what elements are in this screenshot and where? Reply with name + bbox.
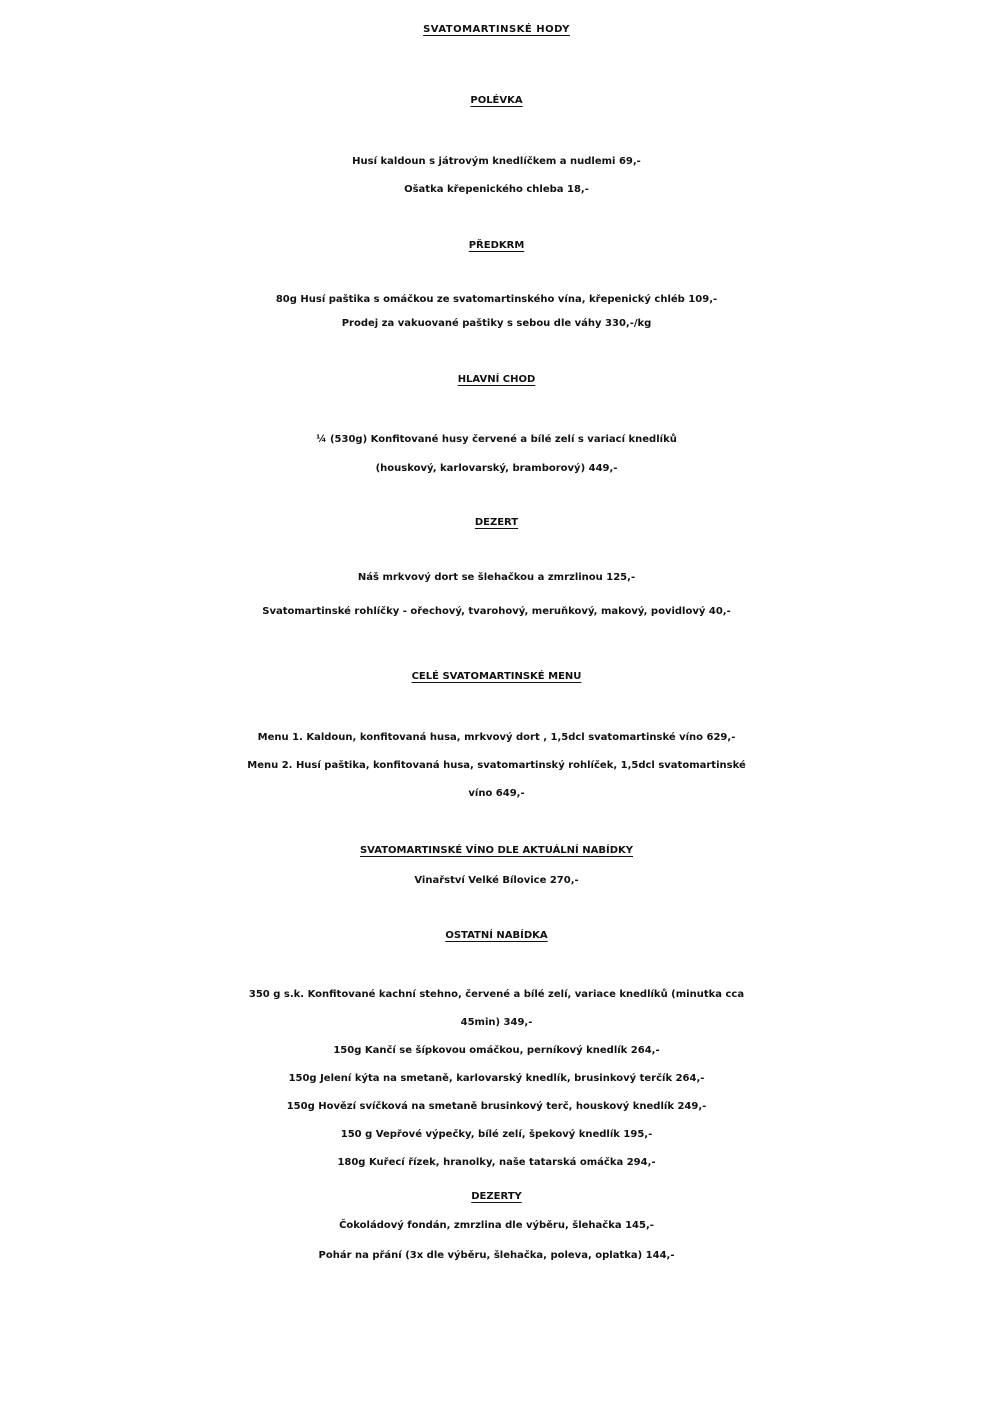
menu-item: 80g Husí paštika s omáčkou ze svatomartinského vína, křepenický chléb 109,- bbox=[275, 294, 718, 305]
menu-item: Svatomartinské rohlíčky - ořechový, tvarohový, meruňkový, makový, povidlový 40,- bbox=[262, 606, 731, 617]
menu-item: 150g Hovězí svíčková na smetaně brusinkový terč, houskový knedlík 249,- bbox=[286, 1101, 707, 1112]
menu-item: Prodej za vakuované paštiky s sebou dle váhy 330,-/kg bbox=[341, 318, 652, 329]
menu-item: 350 g s.k. Konfitované kachní stehno, červené a bílé zelí, variace knedlíků (minutka cca bbox=[248, 989, 745, 1000]
menu-item: Vinařství Velké Bílovice 270,- bbox=[414, 875, 579, 886]
page-title: SVATOMARTINSKÉ HODY bbox=[423, 24, 570, 35]
menu-item: 150g Jelení kýta na smetaně, karlovarský knedlík, brusinkový terčík 264,- bbox=[288, 1073, 705, 1084]
menu-item: ¼ (530g) Konfitované husy červené a bílé zelí s variací knedlíků bbox=[316, 434, 677, 445]
menu-item: víno 649,- bbox=[468, 788, 525, 799]
menu-item: 150 g Vepřové výpečky, bílé zelí, špekový knedlík 195,- bbox=[340, 1129, 653, 1140]
section-heading-dezerty: DEZERTY bbox=[471, 1191, 522, 1202]
section-heading-predkrm: PŘEDKRM bbox=[468, 240, 525, 251]
section-heading-cele-menu: CELÉ SVATOMARTINSKÉ MENU bbox=[411, 671, 582, 682]
menu-item: Husí kaldoun s játrovým knedlíčkem a nudlemi 69,- bbox=[352, 156, 641, 167]
menu-item: Menu 1. Kaldoun, konfitovaná husa, mrkvový dort , 1,5dcl svatomartinské víno 629,- bbox=[257, 732, 736, 743]
section-heading-ostatni: OSTATNÍ NABÍDKA bbox=[445, 930, 548, 941]
section-heading-hlavni-chod: HLAVNÍ CHOD bbox=[457, 374, 536, 385]
menu-item: 150g Kančí se šípkovou omáčkou, perníkový knedlík 264,- bbox=[333, 1045, 660, 1056]
menu-item: Pohár na přání (3x dle výběru, šlehačka, poleva, oplatka) 144,- bbox=[318, 1250, 675, 1261]
menu-item: 45min) 349,- bbox=[460, 1017, 533, 1028]
menu-item: Náš mrkvový dort se šlehačkou a zmrzlinou 125,- bbox=[357, 572, 636, 583]
section-heading-vino: SVATOMARTINSKÉ VÍNO DLE AKTUÁLNÍ NABÍDKY bbox=[359, 845, 633, 856]
section-heading-polevka: POLÉVKA bbox=[470, 95, 523, 106]
menu-item: Menu 2. Husí paštika, konfitovaná husa, svatomartinský rohlíček, 1,5dcl svatomartinské bbox=[247, 760, 746, 771]
menu-item: (houskový, karlovarský, bramborový) 449,- bbox=[375, 463, 618, 474]
menu-item: Ošatka křepenického chleba 18,- bbox=[404, 184, 589, 195]
menu-item: Čokoládový fondán, zmrzlina dle výběru, šlehačka 145,- bbox=[339, 1220, 654, 1231]
section-heading-dezert: DEZERT bbox=[474, 517, 519, 528]
menu-item: 180g Kuřecí řízek, hranolky, naše tatarská omáčka 294,- bbox=[337, 1157, 656, 1168]
